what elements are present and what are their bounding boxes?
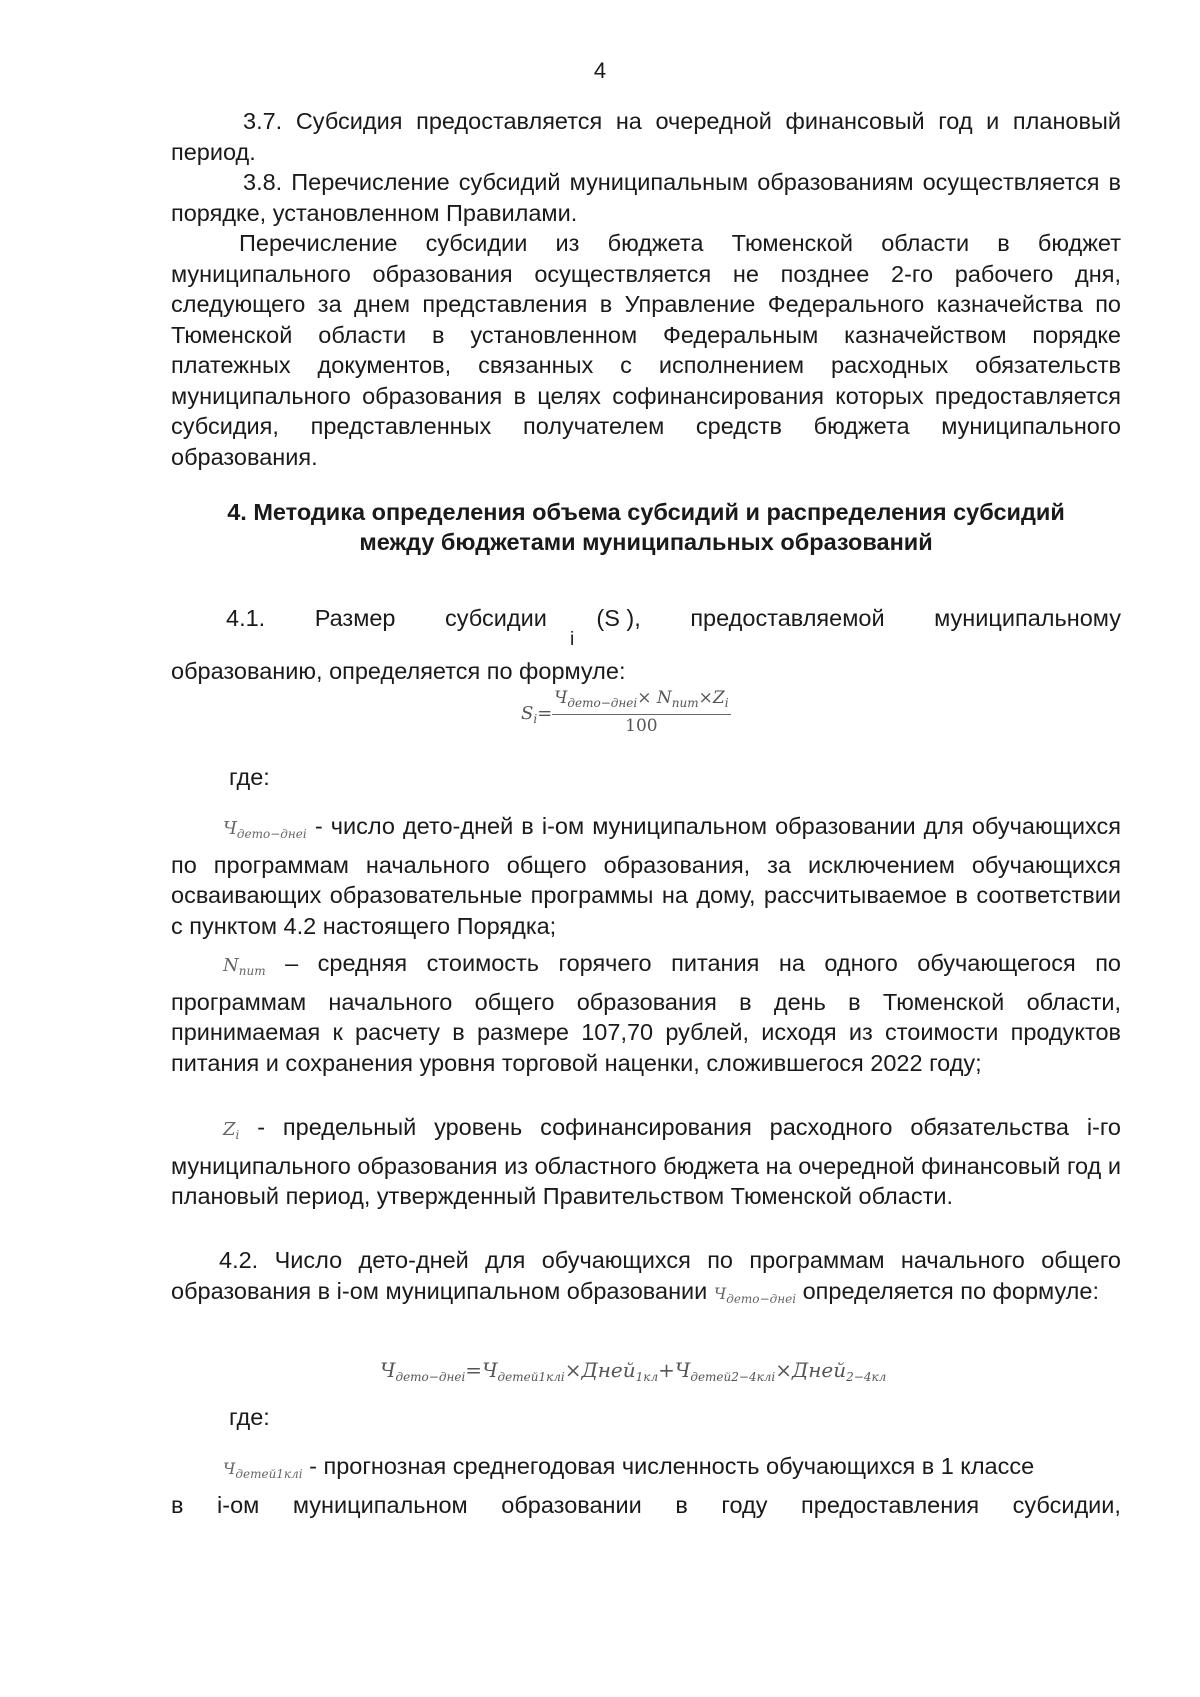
paragraph-transfer: Перечисление субсидии из бюджета Тюменской области в бюджет муниципального образования осуществляется не позднее 2-го рабочего дня, следующего за днем представления в Управление Федерального казначейства по Тюменской области в установленном Федеральным казначейством порядке платежных документов, связанных с исполнением расходных обязательств муниципального образования в целях софинансирования которых предоставляется субсидия, представленных получателем средств бюджета муниципального образования. (171, 230, 1121, 470)
where-label-1: где: (229, 764, 270, 790)
section3-block (171, 106, 1121, 472)
definition-meal-cost (171, 948, 1121, 1078)
fg-word-2: муниципальном (292, 1491, 468, 1518)
paragraph-4-1 (171, 603, 1121, 686)
definition-meal-cost-text: $N_{пит}$ – средняя стоимость горячего питания на одного обучающегося по программам начального общего образования в день в Тюменской области, принимаемая к расчету в размере 107,70 рублей, исходя из стоимости продуктов питания и сохранения уровня торговой наценки, сложившегося 2022 году; (171, 950, 1121, 1076)
symbol-cofinancing: $Z_i$ (223, 1119, 240, 1142)
formula1-numerator: $Ч_{дето-днеi}\times N_{пит}\times Z_i$ (552, 687, 730, 715)
definition-child-days-text: $Ч_{дето-днеi}$ - число дето-дней в i-ом муниципальном образовании для обучающихся по программам начального общего образования, за исключением обучающихся осваивающих образовательные программы на дому, рассчитываемое в соответствии с пунктом 4.2 настоящего Порядка; (171, 813, 1122, 939)
section-heading-line2: между бюджетами муниципальных образований (359, 529, 933, 555)
paragraph-3-7: 3.7. Субсидия предоставляется на очередной финансовый год и плановый период. (171, 108, 1121, 165)
where-label-2-block (171, 1402, 1121, 1433)
p41-word-1: Размер (314, 605, 396, 631)
fg-word-3: образовании (501, 1491, 642, 1518)
formula1-fraction (552, 687, 730, 737)
where-label-1-block (171, 762, 1121, 793)
symbol-child-days-ref: $Ч_{дето-днеi}$ (713, 1283, 797, 1306)
definition-first-grade-line1: $Ч_{детей1клi}$ - прогнозная среднегодовая численность обучающихся в 1 классе (223, 1453, 1035, 1481)
fg-word-6: предоставления (801, 1491, 980, 1518)
section-heading-line1: 4. Методика определения объема субсидий и распределения субсидий (227, 499, 1065, 525)
page-number: 4 (593, 58, 607, 83)
p41-word-4: предоставляемой (690, 605, 885, 631)
definition-first-grade (171, 1451, 1121, 1520)
paragraph-3-8: 3.8. Перечисление субсидий муниципальным образованиям осуществляется в порядке, установленном Правилами. (171, 169, 1121, 226)
fg-word-1: i-ом (217, 1491, 260, 1518)
p41-word-3: (S ), (596, 605, 641, 631)
paragraph-4-1-line1 (171, 603, 1121, 634)
p41-word-5: муниципальному (934, 605, 1121, 631)
formula1-lhs: $S_i=$ (521, 702, 553, 726)
paragraph-4-2-text: 4.2. Число дето-дней для обучающихся по программам начального общего образования в i-ом муниципальном образовании $Ч_{дето-днеi}$ определяется по формуле: (171, 1247, 1121, 1306)
p41-word-0: 4.1. (226, 605, 266, 631)
definition-first-grade-line2 (171, 1490, 1121, 1521)
paragraph-4-2 (171, 1245, 1121, 1314)
formula-child-days: $Ч_{дето-днеi}=Ч_{детей1клi}\times Дней_{1кл}+Ч_{детей2-4клi}\times Дней_{2-4кл}$ (380, 1358, 887, 1384)
definition-cofinancing-text: $Z_i$ - предельный уровень софинансирования расходного обязательства i-го муниципального образования из областного бюджета на очередной финансовый год и плановый период, утвержденный Правительством Тюменской области. (171, 1114, 1121, 1209)
symbol-meal-cost: $N_{пит}$ (223, 955, 266, 978)
fg-word-0: в (171, 1491, 184, 1518)
fg-word-7: субсидии, (1012, 1491, 1121, 1518)
section4-heading (171, 497, 1121, 557)
where-label-2: где: (229, 1404, 270, 1430)
definition-child-days (171, 811, 1121, 941)
definition-cofinancing (171, 1112, 1121, 1212)
symbol-first-grade: $Ч_{детей1клi}$ (223, 1459, 303, 1481)
fg-word-4: в (675, 1491, 688, 1518)
p41-word-2: субсидии (445, 605, 547, 631)
fg-word-5: году (721, 1491, 768, 1518)
p41-subscript-i: i (570, 629, 575, 650)
formula1-denominator: 100 (625, 716, 658, 736)
paragraph-4-1-line2: образованию, определяется по формуле: (171, 657, 626, 684)
symbol-child-days: $Ч_{дето-днеi}$ (223, 818, 307, 841)
formula-subsidy (521, 687, 731, 737)
